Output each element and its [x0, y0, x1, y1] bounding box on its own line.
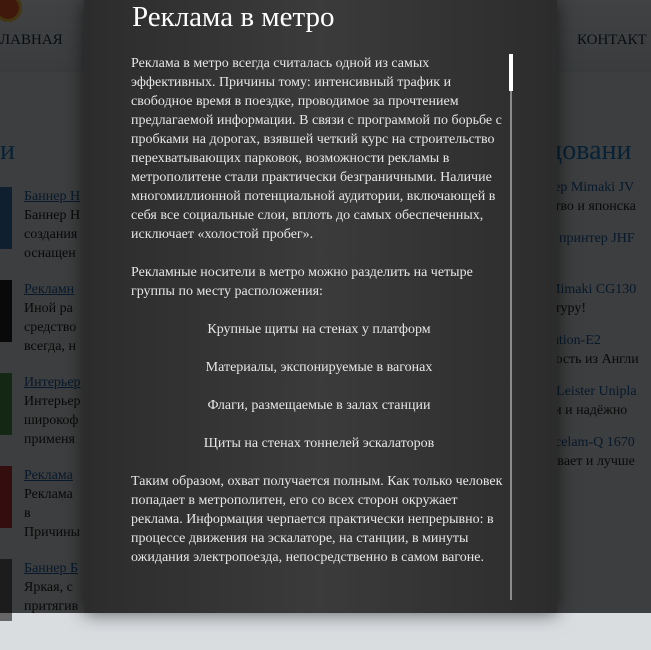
ad-group-item: Щиты на стенах тоннелей эскалаторов: [203, 436, 435, 451]
article-paragraph: Рекламные носители в метро можно разделить на четыре группы по месту расположения:: [131, 265, 473, 299]
article-paragraph: Таким образом, охват получается полным. Как только человек попадает в метрополитен, его со всех сторон окружает реклама. Информация черпается практически непрерывно: в процессе движения на эскалаторе, на станции, в минуты ожидания электропоезда, непосредственно в самом вагоне.: [131, 474, 503, 565]
article-modal: [84, 0, 557, 613]
modal-content: [131, 54, 507, 586]
ad-group-item: Флаги, размещаемые в залах станции: [207, 398, 431, 413]
modal-title: Реклама в метро: [132, 1, 335, 33]
ad-group-item: Материалы, экспонируемые в вагонах: [205, 360, 433, 375]
modal-scrollbar-thumb[interactable]: [509, 54, 513, 91]
article-paragraph: Реклама в метро всегда считалась одной из самых эффективных. Причины тому: интенсивный трафик и свободное время в поездке, проводимое за прочтением предлагаемой информации. В связи с программой по борьбе с пробками на дорогах, взявшей четкий курс на строительство перехватывающих парковок, возможности рекламы в метрополитене стали практически безграничными. Наличие многомиллионной потенциальной аудитории, включающей в себя все социальные слои, вплоть до самых обеспеченных, исключает «холостой пробег».: [131, 56, 502, 242]
modal-scrollbar-track[interactable]: [510, 54, 512, 600]
ad-group-item: Крупные щиты на стенах у платформ: [207, 322, 431, 337]
